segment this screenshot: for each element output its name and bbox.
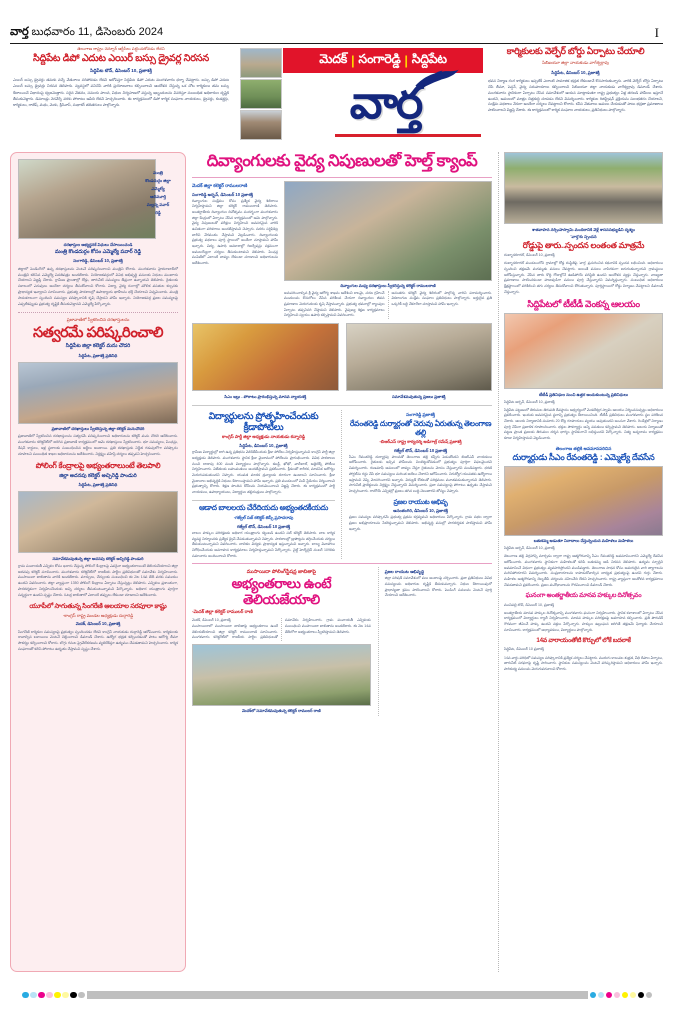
story-b-kicker: -బిఆర్ఎస్ రాష్ట్ర కార్యదర్శి అడిగాల్ర్ రమేష్ ప్రజాశక్తి xyxy=(379,438,462,444)
divider xyxy=(192,177,492,178)
story3-body: తెలంగాణ తల్లి విగ్రహాన్ని మార్చడం ద్వారా రాష్ట్ర ఆత్మగౌరవాన్ని సీఎం రేవంతరెడ్డి అవమానించారని ఎమ్మెల్యే దేవసేన ఆరోపించారు. మంగళవారం స్థానికంగా మహిళలతో కలిసి బతుకమ్మ ఆడి నిరసన తెలిపారు. ఉద్యమ స్ఫూర్తిని అవమానించే విధంగా ప్రభుత్వం వ్యవహరిస్తోందని మండిపడ్డారు. తెలంగాణ సాధన కోసం అమరులైన వారి త్యాగాలను మరిచిపోయారని విమర్శించారు. సంప్రదాయాలను కాపాడుకోవాల్సిన బాధ్యత ప్రభుత్వంపై ఉందని గుర్తు చేశారు. మహిళల ఆత్మగౌరవాన్ని దెబ్బతీసే చర్యలను సహించేది లేదని హెచ్చరించారు. రాష్ట్ర వ్యాప్తంగా ఆందోళన కార్యక్రమాలు చేపడతామని ప్రకటించారు. ప్రజల మనోభావాలను గౌరవించాలని డిమాండ్ చేశారు. xyxy=(504,554,663,587)
divider xyxy=(192,563,492,564)
flag-left-body: ఎయిర్ బస్సు డ్రైవర్లు తమకు వచ్చే వేతనాలు సరిపోవడం లేదని ఆరోపిస్తూ సిద్దిపేట డిపో ఎదుట మంగళవారం ధర్నా చేపట్టారు. బస్సు డిపో ఎదుట ఎయిర్ బస్సు డ్రైవర్లు నిరసన తెలిపారు. వ్యవస్థలో పనిచేసే వారికి ప్రయోజనాలు కల్పించాలని ఆందోళన చేస్తున్న ఒక చోట కార్మికులు తమ బస్సు కేటాయించే విధానంపై ధ్వజమెత్తారు. సరైన వేతనం, సమయ పాలన, విధుల నిర్వహణలో వస్తున్న ఇబ్బందులను వివరిస్తూ సంబంధిత అధికారుల దృష్టికి తీసుకువెళ్లారు. డిమాండ్లు నెరవేర్చే వరకు పోరాటం ఆపేది లేదని హెచ్చరించారు. ఈ కార్యక్రమంలో డిపో కార్మిక సంఘాల నాయకులు, డ్రైవర్లు, కండక్టర్లు, కార్మికులు, రాజేష్, మధు, వెంకు, శ్రీనివాస్, సుధాకర్ తదితరులు పాల్గొన్నారు. xyxy=(13,78,229,107)
nameplate-underline xyxy=(335,134,481,137)
story2-headline: సిద్దిపేటలో టీటీడీ వెంకన్న ఆలయం xyxy=(527,299,640,310)
dateline-date: బుధవారం 11, డిసెంబరు 2024 xyxy=(31,26,164,38)
road-tar-photo xyxy=(504,152,663,224)
collector-meeting-photo xyxy=(192,644,371,706)
story-e-byline: మెదక్, డిసెంబర్ 10, ప్రజాశక్తి xyxy=(192,618,231,623)
story2-headline: సత్వరమే పరిష్కరించాలి xyxy=(32,324,164,341)
story2-kicker: ప్రజావాణిలో స్వీకరించిన దరఖాస్తులను xyxy=(66,316,130,322)
registration-dots-left xyxy=(22,992,85,999)
reg-dot-yellow-light xyxy=(62,992,69,999)
reg-dot-cyan xyxy=(590,992,597,999)
photo-caption: శాతవాహన నర్సింహస్వామి మందిరానికి వెళ్లే శాసనసభ్యుడిని దృశ్యం xyxy=(532,226,635,232)
flag-right-body: భవన నిర్మాణ రంగ కార్మికులు ఇప్పటికీ ఎలాంటి సామాజిక భద్రత లేకుండానే కొనసాగుతున్నారు. వారికి వెల్ఫేర్ బోర్డు ఏర్పాటు చేసి బీమా, పెన్షన్, వైద్య సదుపాయాలు కల్పించాలని సిబిఐయూ జిల్లా నాయకుడు వాగేశ్వర్రావు డిమాండ్ చేశారు. మంగళవారం స్థానికంగా ఏర్పాటు చేసిన సమావేశంలో ఆయన మాట్లాడుతూ రాష్ట్ర ప్రభుత్వం ఏళ్ల తరబడి హామీలు ఇస్తూనే ఉందని, అమలులో మాత్రం చిత్తశుద్ధి చూపడం లేదని విమర్శించారు. కార్మికుల రిజిస్ట్రేషన్ ప్రక్రియను సులభతరం చేయాలని, సంక్షేమ పథకాలు నేరుగా అందేలా చర్యలు చేపట్టాలని కోరారు. కనీస వేతనాలు అమలు చేయడంతో పాటు భద్రతా ప్రమాణాలు పాటించాలని విజ్ఞప్తి చేశారు. ఈ కార్యక్రమంలో కార్మిక సంఘాల నాయకులు, ప్రతినిధులు పాల్గొన్నారు. xyxy=(488,78,663,113)
story-c-byline: గజ్వేల్ టౌన్, డిసెంబర్ 10 ప్రజాశక్తి xyxy=(236,524,291,530)
gathering-photo xyxy=(346,323,493,391)
flag-right-headline: కార్మికులకు వెల్ఫేర్ బోర్డు ఏర్పాటు చేయాలి xyxy=(506,46,645,56)
story2-byline: సిద్దిపేట, ప్రజాశక్తి ప్రతినిధి xyxy=(78,352,118,358)
story1-subhead: మంత్రి కొండదుర్గం కోసం ఎమ్మెల్యే పవార్ రెడ్డి xyxy=(54,248,142,255)
edition-siddipet: సిద్దిపేట xyxy=(411,51,447,66)
divider xyxy=(18,312,178,313)
lead-byline: సంగారెడ్డి అర్బన్, డిసెంబర్ 10 ప్రజాశక్తి xyxy=(192,191,253,197)
nameplate-title-wrap xyxy=(288,72,483,134)
registration-bar xyxy=(22,990,652,1000)
reg-dot-cyan-light xyxy=(30,992,37,999)
masthead xyxy=(10,46,663,150)
reg-dot-cyan xyxy=(22,992,29,999)
page-number: I xyxy=(654,25,659,40)
story1-headline: రోడ్డుపై తారు..స్పందన లంతంత మాత్రమే xyxy=(522,240,645,250)
photo-caption: సిఎం ఇల్లు - పోరాటం ప్రారంభిస్తున్న మానవ న్యాయశక్తి xyxy=(224,393,307,399)
story4-byline: మునిపల్లి టౌన్, డిసెంబర్ 10, ప్రజాశక్తి xyxy=(504,602,554,607)
flag-left-story xyxy=(10,46,232,108)
lead-body: దివ్యాంగుల సంక్షేమం కోసం ప్రత్యేక వైద్య శిబిరాలు నిర్వహిస్తామని జిల్లా కలెక్టర్ రాములరాణి తెలిపారు. అంతర్జాతీయ దివ్యాంగుల దినోత్సవం సందర్భంగా మంగళవారం జిల్లా కేంద్రంలో ఏర్పాటు చేసిన కార్యక్రమంలో ఆమె పాల్గొన్నారు. వైద్య నిపుణులతో పరీక్షలు నిర్వహించి అవసరమైన వారికి ఉచితంగా పరికరాలు అందజేస్తామని చెప్పారు. సదరం సర్టిఫికెట్ల జారీని వేగవంతం చేస్తామని వెల్లడించారు. దివ్యాంగులకు ప్రభుత్వ పథకాలు పూర్తి స్థాయిలో అందేలా చూస్తామని హామీ ఇచ్చారు. విద్య, ఉపాధి అవకాశాల్లో రిజర్వేషన్లు సక్రమంగా అమలయ్యేలా చర్యలు తీసుకుంటామని తెలిపారు. పింఛన్ల పంపిణీలో ఎలాంటి జాప్యం లేకుండా చూడాలని అధికారులను ఆదేశించారు. xyxy=(192,198,278,266)
story1-body: దుబ్బాకరూరల్ మండలంలోని గ్రామాల్లో రోడ్ల దుస్థితిపై 'వార్త' ప్రచురించిన కథనానికి స్పందన లభించింది. అధికారులు స్పందించి తక్షణమే మరమ్మతు పనులు చేపట్టారు. అయితే పనులు నాసిరకంగా జరుగుతున్నాయని గ్రామస్థులు ఆరోపిస్తున్నారు. వేసిన తారు కొద్ది రోజుల్లోనే ఊడిపోయే పరిస్థితి ఉందని ఆందోళన వ్యక్తం చేస్తున్నారు. నాణ్యతా ప్రమాణాలు పాటించకుండా హడావుడిగా పనులు పూర్తి చేస్తున్నారని విమర్శిస్తున్నారు. సంబంధిత అధికారులు క్షేత్రస్థాయిలో పరిశీలించి తగు చర్యలు తీసుకోవాలని కోరుతున్నారు. పూర్తిస్థాయిలో రోడ్డు నిర్మాణం చేపట్టాలని డిమాండ్ చేస్తున్నారు. xyxy=(504,261,663,294)
story-c-headline: ఆడాద బాలలయ చేరేదియదు అభ్యంతదకీయదు xyxy=(198,503,329,513)
story-b-byline: గజ్వేల్ టౌన్, డిసెంబర్ 10 ప్రజాశక్తి xyxy=(393,447,448,453)
story1-body: జిల్లాలో పెండింగ్‌లో ఉన్న దరఖాస్తులను వెంటనే పరిష్కరించాలని మంత్రిని కోరారు. మంగళవారం హైదరాబాద్‌లో మంత్రిని కలిసిన ఎమ్మెల్యే వినతిపత్రం అందజేశారు. నియోజకవర్గంలో వివిధ అభివృద్ధి పనులకు నిధులు మంజూరు చేయాలని విజ్ఞప్తి చేశారు. గ్రామీణ ప్రాంతాల్లో రోడ్లు, తాగునీటి సమస్యలు తీవ్రంగా ఉన్నాయని తెలిపారు. రైతులకు సకాలంలో ఎరువులు అందేలా చర్యలు తీసుకోవాలని కోరారు. విద్యా, వైద్య రంగాల్లో మౌలిక వసతుల కల్పనకు ప్రాధాన్యత ఇవ్వాలని సూచించారు. ప్రభుత్వ పాఠశాలల్లో ఉపాధ్యాయ ఖాళీలను భర్తీ చేయాలని విన్నవించారు. మంత్రి సానుకూలంగా స్పందించి సమస్యల పరిష్కారానికి కృషి చేస్తానని హామీ ఇచ్చారు. నియోజకవర్గ ప్రజల సమస్యలపై ఎప్పటికప్పుడు ప్రభుత్వ దృష్టికి తీసుకువెళ్తానని ఎమ్మెల్యే పేర్కొన్నారు. xyxy=(18,266,178,306)
story2-body: సిద్దిపేట పట్టణంలో తిరుమల తిరుపతి దేవస్థానం ఆధ్వర్యంలో వెంకటేశ్వర స్వామి ఆలయం నిర్మించనున్నట్లు అధికారులు ప్రకటించారు. ఇందుకు అవసరమైన స్థలాన్ని ప్రభుత్వం కేటాయించింది. టీటీడీ ప్రతినిధులు మంగళవారం స్థల పరిశీలన చేశారు. ఆలయ నిర్మాణానికి సుమారు 20 కోట్ల రూపాయలు వ్యయం అవుతుందని అంచనా వేశారు. రెండేళ్లలో నిర్మాణం పూర్తి చేసేలా ప్రణాళిక రూపొందించారు. భక్తుల సౌకర్యార్థం అన్ని వసతులు కల్పిస్తామని తెలిపారు. ఆలయ నిర్మాణంతో పట్టణ ప్రాంత ప్రజలకు తిరుమల దర్శన భాగ్యం స్థానికంగానే లభిస్తుందని పేర్కొన్నారు. నిత్య అన్నదానం కార్యక్రమం కూడా నిర్వహిస్తామని వెల్లడించారు. xyxy=(504,407,663,441)
photo-caption: మెదక్‌లో సమావేశమవుతున్న కలెక్టర్ రాములర్ రాణి xyxy=(242,708,321,714)
story3-byline: సిద్దిపేట, ప్రజాశక్తి ప్రతినిధి xyxy=(78,482,118,488)
story2-subhead: సిద్దిపేట జిల్లా కలెక్టర్ మను చౌదరి xyxy=(65,343,131,350)
photo-caption: దరఖాస్తుల అభ్యర్థనకే విధులు చేసాయించండి xyxy=(63,241,133,247)
nameplate-photo-strip xyxy=(240,48,282,140)
edition-medak: మెదక్ xyxy=(319,51,347,66)
photo-caption: సమావేశమవుతున్న జిల్లా అదనపు కలెక్టర్ అచ్చిరెడ్డి పాండురి xyxy=(52,555,144,561)
story2-body: ప్రజావాణిలో స్వీకరించిన దరఖాస్తులను సత్వరమే పరిష్కరించాలని అధికారులను కలెక్టర్ మను చౌదరి ఆదేశించారు. మంగళవారం కలెక్టరేట్‌లో జరిగిన ప్రజావాణి కార్యక్రమంలో ఆమె దరఖాస్తులు స్వీకరించారు. భూ సమస్యలు, పింఛన్లు, రేషన్ కార్డులు, ఇళ్ల స్థలాలకు సంబంధించిన అర్జీలు అందాయి. ప్రతి దరఖాస్తుకు నిర్ణీత గడువులోగా పరిష్కారం చూపాలని సంబంధిత శాఖల అధికారులను ఆదేశించారు. నిర్లక్ష్యం వహిస్తే చర్యలు తప్పవని హెచ్చరించారు. xyxy=(18,434,178,456)
story-d-headline: ప్రజల రాయుట అభివృ xyxy=(393,498,448,506)
edition-sangareddy: సంగారెడ్డి xyxy=(358,51,401,66)
story-b-body: సీఎం రేవంతరెడ్డి దుర్మార్గపు పాలనతో తెలంగాణ తల్లి కన్నీరు పెడుతోందని బిఆర్ఎస్ నాయకులు ఆరోపించారు. రైతులకు ఇచ్చిన హామీలను నిలబెట్టుకోవడంలో ప్రభుత్వం పూర్తిగా విఫలమైందని విమర్శించారు. రుణమాఫీ అమలులో జాప్యం చేస్తూ రైతులను మోసం చేస్తున్నారని మండిపడ్డారు. ధరణి పోర్టల్‌ను రద్దు చేసి భూ సమస్యలు మరింత జటిలం చేశారని ఆరోపించారు. నిరుద్యోగ యువతకు ఉద్యోగాలు ఇస్తామని చెప్పి మోసగించారని అన్నారు. విద్యుత్ కోతలతో పరిశ్రమలు మూతపడుతున్నాయని తెలిపారు. సాగునీటి ప్రాజెక్టులను నిర్లక్ష్యం చేస్తున్నారని విమర్శించారు. ప్రజా సమస్యలపై పోరాటం ఉధృతం చేస్తామని హెచ్చరించారు. రాబోయే ఎన్నికల్లో ప్రజలు తగిన బుద్ధి చెబుతారని జోస్యం చెప్పారు. xyxy=(349,454,492,493)
lead-body-2: అనుసరించాల్సిన శ్రీ వైద్య ఆరోగ్య శాఖను ఆదేశించి కాలమై, చదల గ్రహించే మందులను కొనుగోలు చేసిన పరిశీలన చేయగా దివ్యాంగుల జీవన ప్రమాణాల మెరుగుదలకు కృషి చేస్తామన్నారు. ప్రభుత్వ భవనాల్లో ర్యాంపుల ఏర్పాటు తప్పనిసరి చేస్తామని తెలిపారు. నైపుణ్య శిక్షణ కార్యక్రమాలు నిర్వహించి స్వయం ఉపాధి కల్పిస్తామని వివరించారు. xyxy=(284,290,385,318)
story4-headline: యూపీలో సాగుతున్న సింగరేణి ఆలయాల సరపూరా కాష్టు xyxy=(29,602,167,610)
left-sidebox-note: మంత్రి కొండదుర్గం జిల్లా ఎమ్మెల్యే ఆదిమూర్తి మల్లన్న పవార్ రెడ్డి xyxy=(145,170,171,215)
story2-byline: సిద్దిపేట అర్బన్, డిసెంబర్ 10, ప్రజాశక్తి xyxy=(504,399,555,404)
photo-caption: దివ్యాంగుల మధ్య దరఖాస్తులు స్వీకరిస్తున్న కలెక్టర్ రాములరాణి xyxy=(340,283,436,289)
prajavani-photo xyxy=(18,362,178,424)
registration-dots-right xyxy=(590,992,653,999)
photo-caption: టీటీడీ ప్రతినిధుల నుంచి ఉత్తర అందుకుంటున్న ప్రతినిధులు xyxy=(538,391,629,397)
main-headline: దివ్యాంగులకు వైద్య నిపుణులతో హెల్త్ క్యాంప్ xyxy=(206,152,478,170)
photo-caption: ప్రజావాణిలో దరఖాస్తులు స్వీకరిస్తున్న జిల్లా కలెక్టర్ మనుచౌదరి xyxy=(51,426,145,432)
dateline-bar xyxy=(10,24,663,44)
reg-dot-yellow xyxy=(54,992,61,999)
center-column xyxy=(192,152,492,972)
story1-kicker: 'వార్త'కు స్పందన xyxy=(570,233,597,239)
photo-caption: సమావేశమవుతున్న ప్రజలు ప్రజాశక్తి xyxy=(391,393,446,399)
story3-subhead: జిల్లా అదనపు కలెక్టర్ అచ్చిరెడ్డి పాండురి xyxy=(59,472,137,479)
story-d-byline: అనంతంగిరి, డిసెంబర్ 10, ప్రజాశక్తి xyxy=(393,508,448,514)
dateline-logo: వార్త xyxy=(10,26,29,38)
reg-dot-magenta xyxy=(38,992,45,999)
story4-body: అంతర్జాతీయ మానవ హక్కుల దినోత్సవాన్ని మంగళవారం ఘనంగా నిర్వహించారు. స్థానిక కళాశాలలో ఏర్పాటు చేసిన కార్యక్రమంలో విద్యార్థులు ర్యాలీ నిర్వహించారు. మానవ హక్కుల పరిరక్షణపై అవగాహన కల్పించారు. ప్రతి పౌరుడికీ గౌరవంగా జీవించే హక్కు ఉందని వక్తలు పేర్కొన్నారు. హక్కుల ఉల్లంఘన జరిగితే తక్షణమే ఫిర్యాదు చేయాలని సూచించారు. కార్యక్రమంలో అధ్యాపకులు, విద్యార్థులు పాల్గొన్నారు. xyxy=(504,610,663,632)
reg-dot-black xyxy=(638,992,645,999)
story5-byline: సిద్దిపేట, డిసెంబర్ 10 ప్రజాశక్తి xyxy=(504,647,544,652)
landmark-photo-1 xyxy=(240,48,282,78)
ttd-temple-photo xyxy=(504,313,663,389)
story-a-headline: విద్యార్థులను ప్రోత్సహించేందుకు క్రీడాపోటీలు xyxy=(208,409,319,432)
protest-photo xyxy=(192,323,339,391)
reg-dot-magenta-light xyxy=(46,992,53,999)
story-a-subhead: కాంగ్రెస్ పార్టీ జిల్లా అధ్యక్షుడు నాయకుడు కన్నారెడ్డి xyxy=(222,434,305,440)
nameplate xyxy=(240,46,483,150)
story3-body: గ్రామ పంచాయతీ ఎన్నికల కోసం ఖరారు చేస్తున్న పోలింగ్ కేంద్రాలపై ఎవరైనా అభ్యంతరాలుంటే తెలియచేయాలని జిల్లా అదనపు కలెక్టర్ సూచించారు. మంగళవారం కలెక్టరేట్‌లో రాజకీయ పార్టీల ప్రతినిధులతో సమావేశం నిర్వహించారు. ముసాయిదా జాబితాను వారికి అందజేశారు. మార్పులు, చేర్పులకు సంబంధించి ఈ నెల 14వ తేదీ వరకు సమయం ఉందని వివరించారు. జిల్లా వ్యాప్తంగా 1350 పోలింగ్ కేంద్రాలు ఏర్పాటు చేస్తున్నట్లు తెలిపారు. ఎన్నికలు ప్రశాంతంగా, పారదర్శకంగా నిర్వహించేందుకు అన్ని చర్యలు తీసుకుంటున్నామని పేర్కొన్నారు. అధికార యంత్రాంగం పూర్తిగా సన్నద్ధంగా ఉందని స్పష్టం చేశారు. ఓటర్ల జాబితాలో ఎలాంటి తప్పులు లేకుండా చూడాలని ఆదేశించారు. xyxy=(18,563,178,597)
lead-subhead: మెదక్ జిల్లా కలెక్టర్ రాములరాణి xyxy=(192,182,248,188)
story4-byline: మెదక్, డిసెంబర్ 10, ప్రజాశక్తి xyxy=(75,621,121,627)
flag-left-kicker: తెలంగాణ రాష్ట్రం చెన్నూర్ ఆర్టీసీలు పట్టించుకోవడం లేదని xyxy=(77,46,165,51)
reg-dot-grey xyxy=(78,992,85,999)
story5-headline: 14వ వారాయంతోటి కొర్చులో లోకే బదలాకే xyxy=(536,637,631,645)
right-column xyxy=(498,152,663,972)
left-column xyxy=(10,152,186,972)
story-a-byline: సిద్దిపేట, డిసెంబర్ 10, ప్రజాశక్తి xyxy=(239,443,288,449)
story3-kicker: తెలంగాణ తల్లికి అవమానపరిచిన xyxy=(555,445,612,451)
reg-dot-yellow xyxy=(622,992,629,999)
story-e-kicker: ముసాయిదా పోలింగ్‌స్టేషన్ల జాబితాపై xyxy=(246,569,317,576)
story4-kicker: -కాంగ్రెస్ రాష్ట్ర మండల అధ్యక్షుడు దుర్గారెడ్డి xyxy=(62,613,134,619)
story3-headline: దుర్మార్గుడు సీఎం రేవంతరెడ్డి : ఎమ్మెల్యే దేవసేన xyxy=(512,451,655,462)
story3-headline: పోలింగ్ కేంద్రాలపై అభ్యంతరాలుంటే తెలపాలి xyxy=(35,461,161,471)
story-b-subhead: సంగారెడ్డి ప్రజాశక్తి xyxy=(406,411,435,417)
story-a-body: గ్రామీణ విద్యార్థుల్లో దాగి ఉన్న ప్రతిభను వెలికితీసేందుకు క్రీడా పోటీలు నిర్వహిస్తున్నామని కాంగ్రెస్ పార్టీ జిల్లా అధ్యక్షుడు తెలిపారు. మంగళవారం స్థానిక క్రీడా మైదానంలో పోటీలను ప్రారంభించారు. వివిధ పాఠశాలల నుంచి దాదాపు 400 మంది విద్యార్థులు పాల్గొన్నారు. కబడ్డీ, ఖోఖో, వాలీబాల్, అథ్లెటిక్స్ పోటీలు నిర్వహించారు. విజేతలకు బహుమతులు అందజేస్తామని ప్రకటించారు. క్రీడలతో శారీరక, మానసిక ఆరోగ్యం మెరుగుపడుతుందని చెప్పారు. యువత మాదక ద్రవ్యాలకు దూరంగా ఉండాలని సూచించారు. క్రీడా మైదానాల అభివృద్ధికి నిధులు కేటాయిస్తామని హామీ ఇచ్చారు. ప్రతి మండలంలో మినీ స్టేడియం నిర్మించాలని ప్రభుత్వాన్ని కోరారు. శిక్షణ పొందిన కోచ్‌లను నియమించాలని విజ్ఞప్తి చేశారు. ఈ కార్యక్రమంలో పార్టీ నాయకులు, ఉపాధ్యాయులు, విద్యార్థుల తల్లిదండ్రులు పాల్గొన్నారు. xyxy=(192,450,335,494)
landmark-photo-3 xyxy=(240,110,282,140)
story-e-subhead: -మెదక్ జిల్లా కలెక్టర్ రాములర్ రాణి xyxy=(192,609,253,615)
photo-caption: బతుకమ్మ ఆడుతూ నినాదాలు చేస్తున్నందున మహిళలు మహిళలు xyxy=(533,538,634,544)
story-c-kicker: -గజ్వేల్ సబ్ కలెక్టర్ జెస్సీ ప్రసాదరావు xyxy=(233,515,294,521)
flag-right-byline: సిద్దిపేట, డిసెంబర్ 10, ప్రజాశక్తి xyxy=(551,69,600,75)
story-c-body: బాలల హక్కుల పరిరక్షణకు అధికార యంత్రాంగం కట్టుబడి ఉందని సబ్ కలెక్టర్ తెలిపారు. బాల కార్మిక వ్యవస్థ నిర్మూలనకు ప్రత్యేక డ్రైవ్ చేపడుతున్నామని చెప్పారు. పాఠశాలల్లో డ్రాపౌట్లను తగ్గించేందుకు చర్యలు తీసుకుంటున్నామని వివరించారు. బాలికల విద్యకు ప్రాధాన్యత ఇస్తున్నామని అన్నారు. బాల్య వివాహాలు నిరోధించేందుకు అవగాహన కార్యక్రమాలు నిర్వహిస్తున్నామని పేర్కొన్నారు. చైల్డ్ హెల్ప్‌లైన్ నంబర్ 1098కు సమాచారం అందించాలని కోరారు. xyxy=(192,531,335,558)
meeting-photo xyxy=(18,491,178,553)
content-grid xyxy=(10,152,663,972)
divider xyxy=(192,405,492,406)
flag-right-subhead: సిబిఐయూ జిల్లా నాయకుడు వాగేశ్వర్రావు xyxy=(542,59,609,65)
registration-grey-bar xyxy=(87,991,588,999)
lead-body-3: అనంతరం కలెక్టర్ వైద్య శిబిరంలో పాల్గొన్న వారిని పరామర్శించారు. వికలాంగుల సంక్షేమ సంఘాల ప్రతినిధులు పాల్గొన్నారు. అర్హులైన ప్రతి ఒక్కరికీ లబ్ధి చేకూరేలా చూస్తామని హామీ ఇచ్చారు. xyxy=(391,290,492,306)
nameplate-title: వార్త xyxy=(349,76,422,129)
reg-dot-yellow-light xyxy=(630,992,637,999)
story3-byline: సిద్దిపేట అర్బన్, డిసెంబర్ 10, ప్రజాశక్తి xyxy=(504,546,555,551)
bathukamma-protest-photo xyxy=(504,466,663,536)
story1-byline: సంగారెడ్డి, డిసెంబర్ 10, ప్రజాశక్తి xyxy=(73,258,123,264)
story4-headline: ఘనంగా అంతర్జాతీయ మానవ హక్కుల దినోత్సవం xyxy=(525,592,642,600)
landmark-photo-2 xyxy=(240,79,282,109)
edition-separator-1: | xyxy=(350,53,355,68)
story5-body: 14వ వార్డు పరిధిలో సమస్యల పరిష్కారానికి ప్రత్యేక చర్యలు చేపట్టారు. మురుగు కాలువల శుభ్రత, వీధి దీపాల ఏర్పాటు, తాగునీటి సరఫరాపై దృష్టి సారించారు. స్థానికుల సమస్యలను వెంటనే పరిష్కరిస్తామని అధికారులు హామీ ఇచ్చారు. పారిశుధ్య పనులను మెరుగుపరచాలని కోరారు. xyxy=(504,655,663,671)
flag-left-headline: సిద్దిపేట డిపో ఎదుట ఎయిర్ బస్సు డ్రైవర్ల నిరసన xyxy=(33,53,209,65)
reg-dot-cyan-light xyxy=(598,992,605,999)
edition-separator-2: | xyxy=(404,53,408,68)
story-e-body: ముసాయిదాలో ముసాయిదా జాబితాపై అభ్యంతరాలు ఉంటే తెలియజేయాలని జిల్లా కలెక్టర్ రాములరాణి సూచించారు. మంగళవారం కలెక్టరేట్‌లో రాజకీయ పార్టీల ప్రతినిధులతో సమావేశం నిర్వహించారు. గ్రామ పంచాయతీ ఎన్నికలకు సంబంధించి ముసాయిదా జాబితాను అందజేశారు. ఈ నెల 14వ తేదీలోగా అభ్యంతరాలు స్వీకరిస్తామని తెలిపారు. xyxy=(192,618,371,640)
story-d-body: ప్రజల సమస్యల పరిష్కారమే ప్రభుత్వ ప్రథమ కర్తవ్యమని అధికారులు పేర్కొన్నారు. గ్రామ సభల ద్వారా ప్రజల అభిప్రాయాలను సేకరిస్తున్నామని తెలిపారు. అభివృద్ధి పనుల్లో పారదర్శకత పాటిస్తామని హామీ ఇచ్చారు. xyxy=(349,515,492,531)
dateline-left xyxy=(10,25,163,41)
flag-left-byline: సిద్దిపేట టౌన్, డిసెంబర్ 10, ప్రజాశక్తి xyxy=(90,68,152,74)
divider xyxy=(192,500,335,501)
story-b-headline: రేవంతరెడ్డి దుర్మార్గంతో చెరువు ఏరుతున్న తెలంగాణ తల్లి xyxy=(349,418,492,437)
story-e-headline: అభ్యంతరాలు ఉంటే తెలియజేయాలి xyxy=(231,576,332,607)
flag-right-story xyxy=(488,46,663,114)
story-f-byline: ప్రజల రాయుట అభివృద్ధి xyxy=(384,569,425,575)
reg-dot-magenta xyxy=(606,992,613,999)
story-f-body: జిల్లా పరిషత్ సమావేశంలో పలు అంశాలపై చర్చించారు. ప్రజా ప్రతినిధులు వివిధ సమస్యలను అధికారుల దృష్టికి తీసుకువచ్చారు. నిధుల కేటాయింపులో ప్రాధాన్యతా క్రమం పాటించాలని కోరారు. పెండింగ్ పనులను వెంటనే పూర్తి చేయాలని ఆదేశించారు. xyxy=(384,576,492,598)
minister-handover-photo xyxy=(18,159,156,239)
health-camp-photo xyxy=(284,181,492,281)
reg-dot-magenta-light xyxy=(614,992,621,999)
story1-body-byline: దుబ్బాకరూరల్, డిసెంబర్ 10, ప్రజాశక్తి xyxy=(504,253,555,258)
reg-dot-grey xyxy=(646,992,653,999)
story4-body: సింగరేణి కార్మికుల సమస్యలపై ప్రభుత్వం స్పందించడం లేదని కాంగ్రెస్ నాయకుడు దుర్గారెడ్డి ఆరోపించారు. కార్మికులకు రావాల్సిన బకాయిలు వెంటనే చెల్లించాలని డిమాండ్ చేశారు. ఉద్యోగ భద్రత కల్పించడంతో పాటు ఆరోగ్య బీమా సౌకర్యం కల్పించాలని కోరారు. బొగ్గు గనుల ప్రైవేటీకరణను వ్యతిరేకిస్తూ ఉద్యమం చేపడతామని హెచ్చరించారు. కార్మిక సంఘాలతో కలిసి పోరాటం ఉధృతం చేస్తామని స్పష్టం చేశారు. xyxy=(18,629,178,652)
reg-dot-black xyxy=(70,992,77,999)
